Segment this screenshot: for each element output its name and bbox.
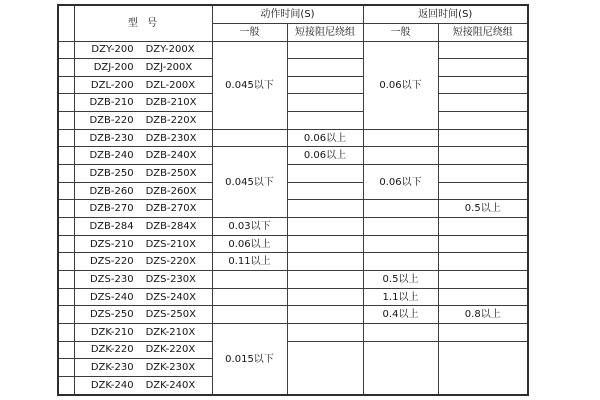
left-strip-cell xyxy=(58,129,74,147)
model-x-variant-label: DZB-240X xyxy=(145,150,197,162)
model-base-label: DZB-250 xyxy=(89,167,134,179)
return-general-cell xyxy=(363,200,438,218)
model-cell xyxy=(74,359,212,377)
left-strip-cell xyxy=(58,41,74,59)
left-strip-cell xyxy=(58,59,74,77)
table-row xyxy=(58,59,528,77)
model-x-variant-label: DZY-200X xyxy=(145,44,195,56)
model-base-label: DZB-240 xyxy=(89,150,134,162)
action-damped-winding-cell xyxy=(287,271,363,289)
action-damped-winding-cell xyxy=(287,200,363,218)
left-strip-cell xyxy=(58,235,74,253)
model-cell xyxy=(74,235,212,253)
return-damped-winding-cell xyxy=(438,76,528,94)
left-strip-cell xyxy=(58,341,74,359)
return-damped-winding-cell xyxy=(438,182,528,200)
model-base-label: DZB-270 xyxy=(89,203,134,215)
model-x-variant-label: DZS-230X xyxy=(145,273,197,285)
left-strip-cell xyxy=(58,94,74,112)
return-damped-winding-cell xyxy=(438,218,528,236)
model-base-label: DZK-240 xyxy=(90,379,134,391)
left-strip-cell xyxy=(58,376,74,395)
return-damped-winding-cell xyxy=(438,165,528,183)
model-x-variant-label: DZB-250X xyxy=(145,167,197,179)
model-x-variant-label: DZK-230X xyxy=(145,362,196,374)
action-damped-winding-cell xyxy=(287,59,363,77)
return-general-cell xyxy=(363,129,438,147)
action-general-cell xyxy=(212,129,287,147)
model-base-label: DZS-250 xyxy=(89,309,134,321)
left-strip-cell xyxy=(58,182,74,200)
return-damped-winding-cell xyxy=(438,94,528,112)
action-damped-winding-cell xyxy=(287,324,363,342)
model-base-label: DZB-230 xyxy=(89,132,134,144)
return-damped-winding-cell xyxy=(438,147,528,165)
action-damped-winding-cell xyxy=(287,341,363,395)
table-row xyxy=(58,94,528,112)
return-damped-winding-cell xyxy=(438,129,528,147)
relay-timing-table xyxy=(57,4,529,396)
left-strip-cell xyxy=(58,165,74,183)
action-general-cell: 0.015以下 xyxy=(212,324,287,396)
model-x-variant-label: DZK-210X xyxy=(145,326,196,338)
action-damped-winding-cell xyxy=(287,306,363,324)
left-strip-cell xyxy=(58,218,74,236)
table-row xyxy=(58,129,528,147)
return-damped-winding-cell xyxy=(438,271,528,289)
model-cell xyxy=(74,341,212,359)
model-cell xyxy=(74,218,212,236)
left-strip-cell xyxy=(58,112,74,130)
table-row xyxy=(58,41,528,59)
model-cell xyxy=(74,165,212,183)
return-damped-winding-cell xyxy=(438,235,528,253)
left-strip-cell xyxy=(58,200,74,218)
model-x-variant-label: DZS-220X xyxy=(145,256,197,268)
model-cell xyxy=(74,94,212,112)
return-general-cell xyxy=(363,147,438,165)
table-body xyxy=(58,41,528,395)
model-x-variant-label: DZK-220X xyxy=(145,344,196,356)
model-base-label: DZK-220 xyxy=(90,344,134,356)
return-general-cell: 0.06以下 xyxy=(363,41,438,129)
model-cell xyxy=(74,271,212,289)
model-x-variant-label: DZL-200X xyxy=(145,79,196,91)
table-row xyxy=(58,147,528,165)
model-column-header: 型 号 xyxy=(74,5,212,41)
action-general-cell xyxy=(212,288,287,306)
return-general-cell xyxy=(363,235,438,253)
return-general-cell xyxy=(363,324,438,342)
action-damped-winding-cell xyxy=(287,288,363,306)
left-strip-cell xyxy=(58,271,74,289)
table-row xyxy=(58,324,528,342)
model-base-label: DZB-210 xyxy=(89,97,134,109)
return-damped-winding-header: 短接阻尼绕组 xyxy=(438,23,528,41)
action-damped-winding-cell xyxy=(287,235,363,253)
action-damped-winding-cell xyxy=(287,41,363,59)
model-x-variant-label: DZK-240X xyxy=(145,379,196,391)
return-general-cell: 0.5以上 xyxy=(363,271,438,289)
model-base-label: DZS-230 xyxy=(89,273,134,285)
left-strip-cell xyxy=(58,306,74,324)
model-base-label: DZY-200 xyxy=(91,44,134,56)
table-row xyxy=(58,235,528,253)
table-row xyxy=(58,288,528,306)
model-cell xyxy=(74,288,212,306)
return-damped-winding-cell xyxy=(438,288,528,306)
action-damped-winding-header: 短接阻尼绕组 xyxy=(287,23,363,41)
return-general-cell xyxy=(363,218,438,236)
return-damped-winding-cell xyxy=(438,253,528,271)
model-x-variant-label: DZB-270X xyxy=(145,203,197,215)
left-strip-cell xyxy=(58,253,74,271)
model-x-variant-label: DZS-250X xyxy=(145,309,197,321)
model-x-variant-label: DZB-284X xyxy=(145,220,197,232)
return-damped-winding-cell: 0.5以上 xyxy=(438,200,528,218)
model-cell xyxy=(74,59,212,77)
return-general-cell: 0.06以下 xyxy=(363,165,438,200)
model-cell xyxy=(74,306,212,324)
model-base-label: DZK-230 xyxy=(90,362,134,374)
table-row xyxy=(58,200,528,218)
left-strip-header-cell xyxy=(58,5,74,41)
left-strip-cell xyxy=(58,147,74,165)
return-damped-winding-cell xyxy=(438,341,528,395)
left-strip-cell xyxy=(58,359,74,377)
model-base-label: DZS-220 xyxy=(89,256,134,268)
model-base-label: DZJ-200 xyxy=(93,61,134,73)
action-general-cell: 0.045以下 xyxy=(212,41,287,129)
action-general-cell xyxy=(212,271,287,289)
table-row xyxy=(58,253,528,271)
header-row-groups xyxy=(58,5,528,23)
model-x-variant-label: DZS-240X xyxy=(145,291,197,303)
table-header xyxy=(58,5,528,41)
table-row xyxy=(58,76,528,94)
left-strip-cell xyxy=(58,288,74,306)
model-cell xyxy=(74,200,212,218)
action-general-cell xyxy=(212,306,287,324)
action-damped-winding-cell xyxy=(287,94,363,112)
action-damped-winding-cell xyxy=(287,76,363,94)
model-cell xyxy=(74,112,212,130)
return-damped-winding-cell: 0.8以上 xyxy=(438,306,528,324)
model-base-label: DZS-240 xyxy=(89,291,134,303)
return-damped-winding-cell xyxy=(438,41,528,59)
action-damped-winding-cell xyxy=(287,112,363,130)
model-x-variant-label: DZJ-200X xyxy=(145,61,193,73)
action-general-cell: 0.06以上 xyxy=(212,235,287,253)
model-cell xyxy=(74,324,212,342)
action-damped-winding-cell xyxy=(287,165,363,183)
table-row xyxy=(58,271,528,289)
table-row xyxy=(58,112,528,130)
action-general-header: 一般 xyxy=(212,23,287,41)
model-base-label: DZB-284 xyxy=(89,220,134,232)
model-cell xyxy=(74,253,212,271)
model-x-variant-label: DZB-220X xyxy=(145,114,197,126)
return-damped-winding-cell xyxy=(438,112,528,130)
return-damped-winding-cell xyxy=(438,59,528,77)
model-cell xyxy=(74,76,212,94)
action-damped-winding-cell xyxy=(287,182,363,200)
return-time-group-header: 返回时间(S) xyxy=(363,5,528,23)
action-general-cell: 0.11以上 xyxy=(212,253,287,271)
action-time-group-header: 动作时间(S) xyxy=(212,5,363,23)
return-general-cell xyxy=(363,253,438,271)
return-general-cell: 0.4以上 xyxy=(363,306,438,324)
return-general-cell xyxy=(363,341,438,395)
return-general-header: 一般 xyxy=(363,23,438,41)
model-cell xyxy=(74,182,212,200)
action-damped-winding-cell: 0.06以上 xyxy=(287,129,363,147)
table-row xyxy=(58,306,528,324)
model-cell xyxy=(74,129,212,147)
table-row xyxy=(58,218,528,236)
left-strip-cell xyxy=(58,76,74,94)
left-strip-cell xyxy=(58,324,74,342)
return-damped-winding-cell xyxy=(438,324,528,342)
action-general-cell: 0.045以下 xyxy=(212,147,287,218)
action-general-cell: 0.03以下 xyxy=(212,218,287,236)
action-damped-winding-cell xyxy=(287,218,363,236)
model-x-variant-label: DZB-260X xyxy=(145,185,197,197)
model-base-label: DZB-220 xyxy=(89,114,134,126)
model-cell xyxy=(74,376,212,395)
model-x-variant-label: DZB-230X xyxy=(145,132,197,144)
action-damped-winding-cell: 0.06以上 xyxy=(287,147,363,165)
model-x-variant-label: DZS-210X xyxy=(145,238,197,250)
return-general-cell: 1.1以上 xyxy=(363,288,438,306)
table-row xyxy=(58,341,528,359)
table-row xyxy=(58,165,528,183)
table-row xyxy=(58,182,528,200)
action-damped-winding-cell xyxy=(287,253,363,271)
model-base-label: DZK-210 xyxy=(90,326,134,338)
model-base-label: DZS-210 xyxy=(89,238,134,250)
model-base-label: DZL-200 xyxy=(90,79,134,91)
model-cell xyxy=(74,147,212,165)
model-base-label: DZB-260 xyxy=(89,185,134,197)
model-x-variant-label: DZB-210X xyxy=(145,97,197,109)
model-cell xyxy=(74,41,212,59)
